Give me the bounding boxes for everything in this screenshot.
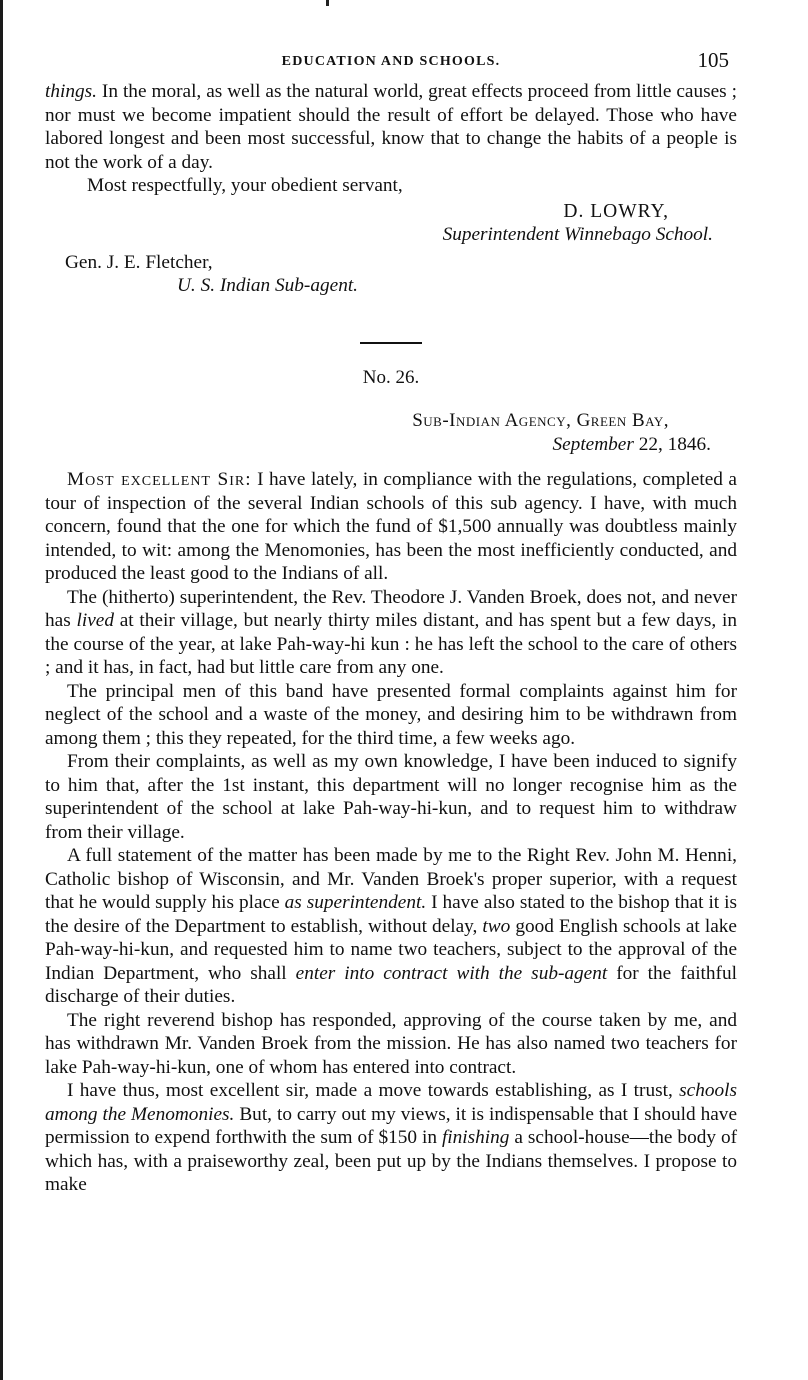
paragraph-text: a school-house—the body of which has, with a praiseworthy zeal, been put up by the Indians themselves. I propose to make xyxy=(45,1127,738,1195)
letter-2-paragraph-3: The principal men of this band have presented formal complaints against him for neglect of the school and a waste of the money, and desiring him to be withdrawn from among them ; this they repeated, for the third time, a few weeks ago. xyxy=(45,680,737,749)
italic-text: schools among the Menomonies. xyxy=(45,1080,737,1125)
paragraph-text: In the moral, as well as the natural world, great effects proceed from little causes ; nor must we become impatient should the result of effort be delayed. Those who have labored longest and been most successful, know that to change the habits of a people is not the work of a day. xyxy=(45,81,737,173)
paragraph-text: I have thus, most excellent sir, made a move towards establishing, as I trust, xyxy=(67,1080,680,1101)
page-number: 105 xyxy=(697,48,729,72)
paragraph-text: at their village, but nearly thirty miles distant, and has spent but a few days, in the course of the year, at lake Pah-way-hi kun : he has left the school to the care of others ; and it has, in fact, had but little care from any one. xyxy=(45,610,737,678)
addressee-title: U. S. Indian Sub-agent. xyxy=(177,275,359,296)
letter-2-paragraph-1 xyxy=(45,468,737,586)
section-divider-rule xyxy=(360,342,422,344)
italic-text: finishing xyxy=(441,1127,510,1148)
paragraph-text: for the faithful discharge of their duties. xyxy=(45,962,737,1007)
page-header xyxy=(45,40,737,80)
date-rest: 22, 1846. xyxy=(633,433,711,455)
signature-name: D. LOWRY, xyxy=(563,200,669,222)
letter-1-final-paragraph xyxy=(45,80,737,174)
letter-2-paragraph-4: From their complaints, as well as my own knowledge, I have been induced to signify to him that, after the 1st instant, this department will no longer recognise him as the superintendent of the school at lake Pah-way-hi-kun, and to request him to withdraw from their village. xyxy=(45,751,737,843)
complimentary-close: Most respectfully, your obedient servant, xyxy=(87,175,403,196)
italic-text: lived xyxy=(76,610,114,631)
agency-heading xyxy=(45,409,737,433)
italic-text: as superintendent. xyxy=(284,892,427,913)
letter-2-paragraph-7 xyxy=(45,1079,737,1197)
letter-2-paragraph-2 xyxy=(45,586,737,680)
italic-text: two xyxy=(482,915,511,937)
book-page xyxy=(45,40,737,1197)
letter-2-paragraph-5 xyxy=(45,844,737,1009)
scan-mark xyxy=(326,0,329,6)
signature-title: Superintendent Winnebago School. xyxy=(442,224,713,245)
paragraph-text: I have also stated to the bishop that it is the desire of the Department to establish, without delay, xyxy=(45,892,737,937)
date-month: September xyxy=(552,433,634,455)
opening-italic-word: things. xyxy=(45,81,97,102)
document-number: No. 26. xyxy=(362,366,420,388)
running-head: EDUCATION AND SCHOOLS. xyxy=(281,54,501,69)
scan-edge xyxy=(0,0,3,1380)
italic-text: enter into contract with the sub-agent xyxy=(295,962,608,984)
paragraph-text: The (hitherto) superintendent, the Rev. Theodore J. Vanden Broek, does not, and never has xyxy=(45,586,737,631)
salutation: Most excellent Sir: xyxy=(67,469,252,490)
paragraph-text: A full statement of the matter has been made by me to the Right Rev. John M. Henni, Catholic bishop of Wisconsin, and Mr. Vanden Broek's proper superior, with a request that he would supply his place xyxy=(45,845,737,913)
paragraph-text: But, to carry out my views, it is indispensable that I should have permission to expend forthwith the sum of $150 in xyxy=(45,1103,738,1148)
addressee-name: Gen. J. E. Fletcher, xyxy=(65,251,213,273)
agency-name: Sub-Indian Agency, Green Bay, xyxy=(412,410,669,431)
dateline xyxy=(45,433,737,457)
paragraph-text: good English schools at lake Pah-way-hi-kun, and requested him to name two teachers, subject to the approval of the Indian Department, who shall xyxy=(45,915,737,984)
paragraph-text: I have lately, in compliance with the regulations, completed a tour of inspection of the several Indian schools of this sub agency. I have, with much concern, found that the one for which the fund of $1,500 annually was doubtless mainly intended, to wit: among the Menomonies, has been the most inefficiently conducted, and produced the least good to the Indians of all. xyxy=(45,469,737,584)
letter-2-paragraph-6: The right reverend bishop has responded, approving of the course taken by me, and has withdrawn Mr. Vanden Broek from the mission. He has also named two teachers for lake Pah-way-hi-kun, one of whom has entered into contract. xyxy=(45,1009,737,1078)
